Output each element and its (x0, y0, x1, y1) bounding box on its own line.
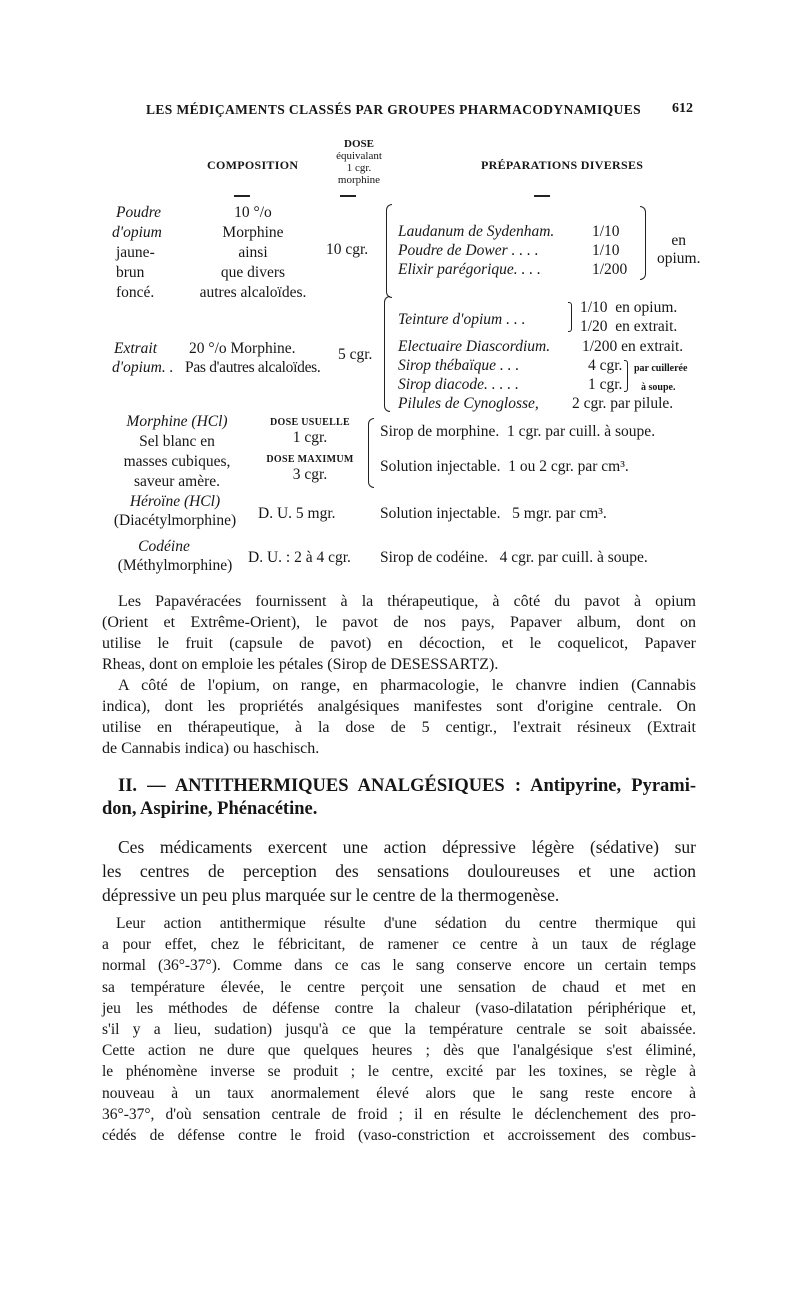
poudre-composition (185, 203, 321, 303)
text-line: Leur action antithermique résulte d'une sédation du centre thermique qui (116, 915, 696, 932)
pilules-value: 2 cgr. par pilule. (572, 395, 674, 412)
morphine-prep-solution: Solution injectable. 1 ou 2 cgr. par cm³. (380, 458, 629, 475)
teinture-label: Teinture d'opium . . . (398, 311, 526, 328)
col-header-dose (318, 138, 400, 186)
composition-line: 10 °/o (234, 204, 272, 221)
morphine-prep-sirop: Sirop de morphine. 1 cgr. par cuill. à soupe. (380, 423, 656, 440)
morphine-name (112, 412, 242, 492)
text-line: le phénomène inverse se produit ; le centre, excité par les toxines, se règle à (102, 1063, 696, 1081)
poudre-preparations (398, 222, 554, 279)
dose-cgr: 1 cgr. (346, 162, 372, 174)
right-brace (568, 302, 572, 332)
dose-morphine: morphine (337, 174, 381, 186)
dose-usuelle-label: DOSE USUELLE (269, 417, 351, 428)
left-brace (386, 204, 392, 298)
spoon-note-line: à soupe. (641, 382, 676, 393)
composition-line: autres alcaloïdes. (199, 284, 307, 301)
composition-line: Pas d'autres alcaloïdes. (185, 359, 321, 376)
text-line: jeu les méthodes de défense contre la chaleur (vaso-dilatation périphérique et, (102, 999, 696, 1017)
text-line: s'il y a lieu, sudation) jusqu'à ce que la température centrale se soit abaissée. (102, 1021, 696, 1039)
morphine-name-line: Sel blanc en (139, 433, 215, 450)
text-line: indica), dont les propriétés analgésiques manifestes sont d'origine centrale. On (102, 698, 696, 715)
heroine-name (100, 492, 250, 530)
dose-equivalant: équivalant (336, 150, 382, 162)
preparation-item: Poudre de Dower . . . . (398, 242, 539, 259)
text-line: Rheas, dont on emploie les pétales (Sirop de DESESSARTZ). (102, 656, 499, 673)
heroine-dose: D. U. 5 mgr. (258, 505, 336, 522)
dose-max-label: DOSE MAXIMUM (266, 454, 354, 465)
heading-line: II. — ANTITHERMIQUES ANALGÉSIQUES : Antipyrine, Pyrami- (118, 776, 696, 796)
morphine-doses (257, 415, 363, 482)
teinture-value: 1/20 en extrait. (580, 318, 678, 335)
ratio: 1/10 (592, 223, 620, 240)
section-heading (102, 775, 696, 821)
heroine-preparation: Solution injectable. 5 mgr. par cm³. (380, 505, 607, 522)
col-header-composition: COMPOSITION (207, 158, 299, 172)
divider-dash (340, 195, 356, 197)
running-title: LES MÉDIÇAMENTS CLASSÉS PAR GROUPES PHARMACODYNAMIQUES (146, 102, 642, 117)
extrait-dose: 5 cgr. (338, 346, 373, 363)
text-line: utilise en thérapeutique, à la dose de 5 centigr., l'extrait résineux (Extrait (102, 719, 696, 736)
text-line: cédés de défense contre le froid (vaso-constriction et accroissement des combus- (102, 1127, 696, 1145)
composition-line: que divers (220, 264, 286, 281)
divider-dash (534, 195, 550, 197)
dose-usuelle-value: 1 cgr. (292, 429, 328, 446)
text-line: 36°-37°, d'où sensation centrale de froid ; il en résulte le déclenchement des pro- (102, 1105, 696, 1123)
paragraph-papaveracees (102, 591, 696, 675)
right-brace (640, 206, 646, 280)
codeine-name-line: (Méthylmorphine) (117, 557, 233, 574)
poudre-name (112, 203, 162, 303)
ratio: 1/10 (592, 242, 620, 259)
suffix-line: en (671, 232, 687, 249)
poudre-name-line: jaune- (116, 244, 155, 261)
text-line: utilise le fruit (capsule de pavot) en décoction, et le coquelicot, Papaver (102, 635, 696, 652)
sirop-thebaique-name: Sirop thébaïque . . . (398, 357, 520, 374)
sirop-thebaique-value: 4 cgr. (588, 357, 623, 374)
sirop-diacode-value: 1 cgr. (588, 376, 623, 393)
left-brace (384, 296, 390, 412)
left-brace (368, 418, 374, 488)
extrait-name-line: d'opium. . (112, 359, 174, 376)
text-line: normal (36°-37°). Comme dans ce cas le sang conserve encore un certain temps (102, 957, 696, 975)
page-number: 612 (672, 101, 693, 116)
codeine-dose: D. U. : 2 à 4 cgr. (248, 549, 351, 566)
electuaire-name: Electuaire Diascordium. (398, 338, 551, 355)
paragraph-medicaments (102, 835, 696, 907)
text-line: dépressive un peu plus marquée sur le centre de la thermogenèse. (102, 885, 560, 905)
paragraph-action-antithermique (102, 913, 696, 1146)
text-line: A côté de l'opium, on range, en pharmacologie, le chanvre indien (Cannabis (118, 677, 696, 694)
text-line: les centres de perception des sensations douloureuses et une action (102, 861, 696, 881)
spoon-note-line: par cuillerée (634, 363, 688, 374)
morphine-name-line: Morphine (HCl) (126, 413, 228, 430)
right-brace (624, 360, 628, 392)
composition-line: Morphine (222, 224, 284, 241)
dose-max-value: 3 cgr. (292, 466, 328, 483)
heading-line: don, Aspirine, Phénacétine. (102, 799, 318, 819)
col-header-preparations: PRÉPARATIONS DIVERSES (481, 158, 644, 172)
composition-line: 20 °/o Morphine. (189, 340, 296, 357)
poudre-ratios (592, 222, 627, 279)
text-line: de Cannabis indica) ou haschisch. (102, 740, 320, 757)
poudre-name-line: Poudre (116, 204, 162, 221)
preparation-item: Elixir parégorique. . . . (398, 261, 541, 278)
poudre-name-line: foncé. (116, 284, 155, 301)
spoon-note (634, 359, 687, 397)
text-line: Les Papavéracées fournissent à la thérapeutique, à côté du pavot à opium (118, 593, 696, 610)
heroine-name-line: Héroïne (HCl) (129, 493, 221, 510)
text-line: Cette action ne dure que quelques heures ; dès que l'analgésique s'est éliminé, (102, 1042, 696, 1060)
paragraph-chanvre (102, 675, 696, 759)
teinture-values (580, 298, 677, 336)
divider-dash (234, 195, 250, 197)
dose-label: DOSE (344, 138, 374, 150)
poudre-suffix (657, 232, 701, 268)
poudre-name-line: d'opium (112, 224, 162, 241)
composition-line: ainsi (238, 244, 268, 261)
text-line: (Orient et Extrême-Orient), le pavot de nos pays, Papaver album, dont on (102, 614, 696, 631)
poudre-dose: 10 cgr. (326, 241, 369, 258)
text-line: nouveau à un taux anormalement élevé alors que le sang reste encore à (102, 1084, 696, 1102)
electuaire-value: 1/200 en extrait. (582, 338, 684, 355)
text-line: Ces médicaments exercent une action dépressive légère (sédative) sur (118, 837, 696, 857)
suffix-line: opium. (657, 250, 701, 267)
heroine-name-line: (Diacétylmorphine) (113, 512, 237, 529)
sirop-diacode-name: Sirop diacode. . . . . (398, 376, 519, 393)
codeine-preparation: Sirop de codéine. 4 cgr. par cuill. à soupe. (380, 549, 648, 566)
pilules-name: Pilules de Cynoglosse, (398, 395, 539, 412)
ratio: 1/200 (592, 261, 628, 278)
extrait-composition (185, 339, 320, 377)
poudre-name-line: brun (116, 264, 145, 281)
codeine-name-line: Codéine (138, 538, 190, 555)
extrait-name-line: Extrait (114, 340, 158, 357)
extrait-name (112, 339, 174, 377)
codeine-name (100, 537, 250, 575)
morphine-name-line: masses cubiques, (123, 453, 231, 470)
teinture-value: 1/10 en opium. (580, 299, 678, 316)
preparation-item: Laudanum de Sydenham. (398, 223, 555, 240)
morphine-name-line: saveur amère. (133, 473, 221, 490)
text-line: sa température élevée, le centre perçoit une sensation de chaud et met en (102, 978, 696, 996)
text-line: a pour effet, chez le fébricitant, de ramener ce centre à un taux de réglage (102, 936, 696, 954)
